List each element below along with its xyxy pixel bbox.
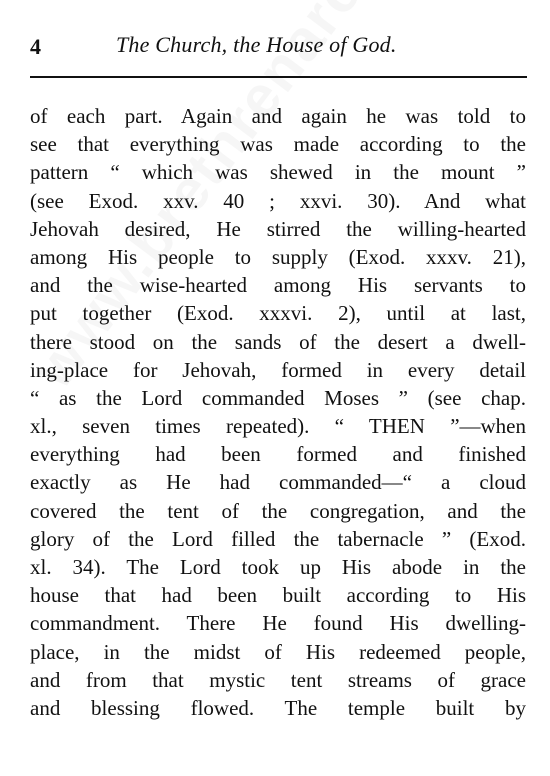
text-line: exactly as He had commanded—“ a cloud (30, 470, 526, 495)
text-line: “ as the Lord commanded Moses ” (see chap. (30, 385, 526, 410)
text-line: there stood on the sands of the desert a dwell- (30, 329, 526, 354)
text-line: place, in the midst of His redeemed people, (30, 639, 526, 664)
text-line: and the wise-hearted among His servants to (30, 273, 526, 298)
text-line: pattern “ which was shewed in the mount ” (30, 160, 526, 185)
text-line: see that everything was made according to the (30, 132, 526, 157)
text-line: and blessing flowed. The temple built by (30, 695, 526, 720)
text-line: everything had been formed and finished (30, 442, 526, 467)
text-line: xl. 34). The Lord took up His abode in the (30, 555, 526, 579)
running-head (30, 30, 528, 62)
text-line: xl., seven times repeated). “ THEN ”—when (30, 414, 526, 439)
text-line: of each part. Again and again he was told to (30, 104, 526, 128)
running-title: The Church, the House of God. (116, 32, 397, 57)
text-line: among His people to supply (Exod. xxxv. 21), (30, 244, 526, 269)
text-line: put together (Exod. xxxvi. 2), until at last, (30, 301, 526, 326)
page-number: 4 (30, 34, 41, 59)
text-line: house that had been built according to His (30, 583, 526, 608)
text-line: covered the tent of the congregation, and the (30, 498, 526, 523)
text-line: commandment. There He found His dwelling- (30, 611, 526, 636)
text-line: Jehovah desired, He stirred the willing-hearted (30, 216, 526, 241)
text-line: ing-place for Jehovah, formed in every detail (30, 357, 526, 382)
text-line: glory of the Lord filled the tabernacle ” (Exod. (30, 526, 526, 551)
text-line: and from that mystic tent streams of grace (30, 667, 526, 692)
text-line: (see Exod. xxv. 40 ; xxvi. 30). And what (30, 188, 526, 213)
header-rule (30, 76, 527, 78)
body-text (30, 102, 526, 722)
